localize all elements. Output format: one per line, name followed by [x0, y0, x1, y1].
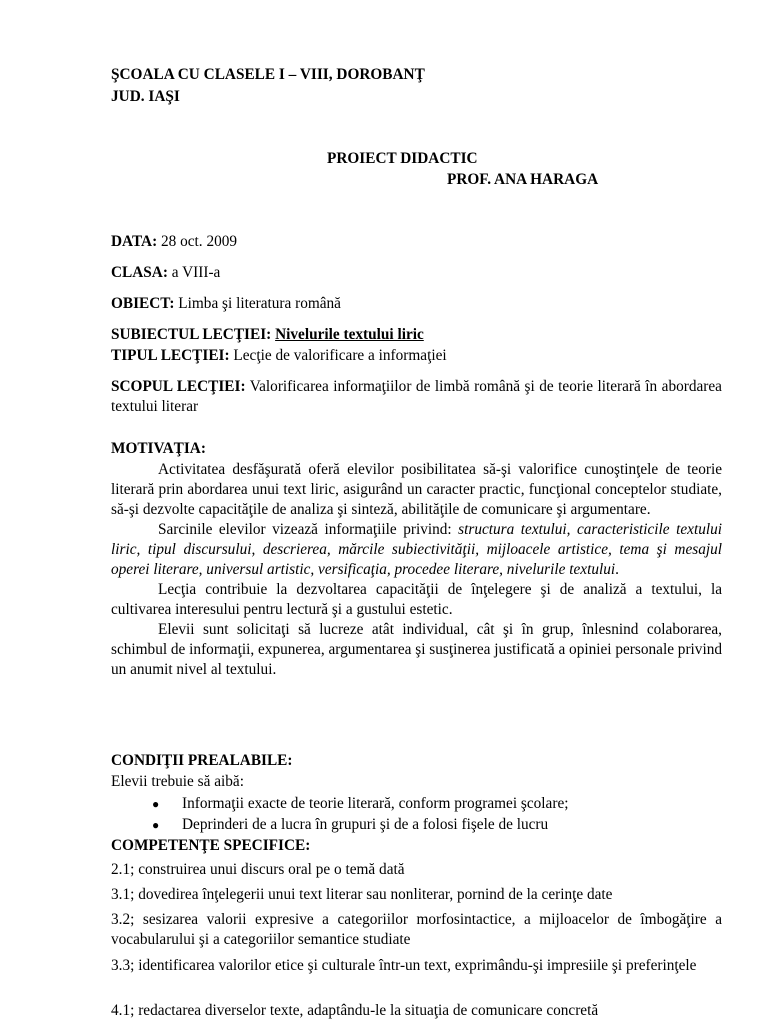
- lesson-topic-value: Nivelurile textului liric: [275, 326, 424, 343]
- lesson-type-value: Lecţie de valorificare a informaţiei: [233, 347, 447, 364]
- motivation-paragraph-2-topics: structura textului, caracteristicile textului liric, tipul discursului, descrierea, mărcile subiectivităţii, mijloacele artistice, tema şi mesajul operei literare, universul artistic, versificaţia, procedee literare, nivelurile textului: [111, 521, 722, 578]
- competencies-heading: COMPETENŢE SPECIFICE:: [111, 837, 311, 854]
- subject-line: [111, 294, 341, 314]
- class-line: [111, 263, 220, 283]
- date-value: 28 oct. 2009: [161, 233, 238, 250]
- motivation-body: [111, 460, 722, 680]
- motivation-paragraph-4: Elevii sunt solicitaţi să lucreze atât individual, cât şi în grup, înlesnind colaborarea, schimbul de informaţii, expunerea, argumentarea şi susţinerea justificată a opiniei personale privind un anumit nivel al textului.: [111, 621, 722, 678]
- date-line: [111, 232, 237, 252]
- lesson-goal: [111, 377, 722, 417]
- lesson-goal-value: Valorificarea informaţiilor de limbă română şi de teorie literară în abordarea textului literar: [111, 378, 722, 415]
- lesson-goal-label: SCOPUL LECŢIEI:: [111, 378, 246, 395]
- list-item: [152, 815, 549, 835]
- lesson-topic-line: [111, 325, 424, 345]
- motivation-heading: MOTIVAŢIA:: [111, 440, 206, 457]
- lesson-type-label: TIPUL LECŢIEI:: [111, 347, 230, 364]
- class-label: CLASA:: [111, 264, 168, 281]
- subject-value: Limba şi literatura română: [178, 295, 341, 312]
- prerequisite-item-2: Deprinderi de a lucra în grupuri şi de a folosi fişele de lucru: [182, 816, 549, 833]
- bullet-icon: ●: [152, 797, 160, 811]
- motivation-paragraph-2-end: .: [615, 561, 619, 578]
- competency-item: 2.1; construirea unui discurs oral pe o temă dată: [111, 861, 405, 878]
- competency-item: 3.1; dovedirea înţelegerii unui text literar sau nonliterar, pornind de la cerinţe date: [111, 886, 613, 903]
- prerequisites-intro: Elevii trebuie să aibă:: [111, 773, 244, 790]
- competency-item: 3.2; sesizarea valorii expresive a categoriilor morfosintactice, a mijloacelor de îmbogăţire a vocabularului şi a categoriilor semantice studiate: [111, 911, 722, 948]
- lesson-topic-label: SUBIECTUL LECŢIEI:: [111, 326, 272, 343]
- competency-item: 4.1; redactarea diverselor texte, adaptându-le la situaţia de comunicare concretă: [111, 1002, 599, 1019]
- teacher-name: PROF. ANA HARAGA: [447, 171, 599, 188]
- motivation-paragraph-2: [111, 520, 722, 580]
- date-label: DATA:: [111, 233, 158, 250]
- class-value: a VIII-a: [171, 264, 221, 281]
- lesson-type-line: [111, 346, 447, 366]
- subject-label: OBIECT:: [111, 295, 175, 312]
- bullet-icon: ●: [152, 818, 160, 832]
- motivation-paragraph-1: Activitatea desfăşurată oferă elevilor posibilitatea să-şi valorifice cunoştinţele de teorie literară prin abordarea unui text liric, asigurând un caracter practic, funcţional conceptelor studiate, să-şi dezvolte capacităţile de analiza şi sinteză, abilităţile de comunicare şi argumentare.: [111, 461, 722, 518]
- project-title: PROIECT DIDACTIC: [327, 150, 478, 167]
- motivation-paragraph-2-lead: Sarcinile elevilor vizează informaţiile privind:: [158, 521, 459, 538]
- list-item: [152, 794, 569, 814]
- school-name: ŞCOALA CU CLASELE I – VIII, DOROBANŢ: [111, 66, 425, 83]
- competency-item: 3.3; identificarea valorilor etice şi culturale într-un text, exprimându-şi impresiile şi preferinţele: [111, 957, 697, 974]
- prerequisites-heading: CONDIŢII PREALABILE:: [111, 752, 293, 769]
- motivation-paragraph-3: Lecţia contribuie la dezvoltarea capacităţii de înţelegere şi de analiză a textului, la cultivarea interesului pentru lectură şi a gustului estetic.: [111, 581, 722, 618]
- prerequisite-item-1: Informaţii exacte de teorie literară, conform programei şcolare;: [182, 795, 569, 812]
- county-name: JUD. IAŞI: [111, 88, 180, 105]
